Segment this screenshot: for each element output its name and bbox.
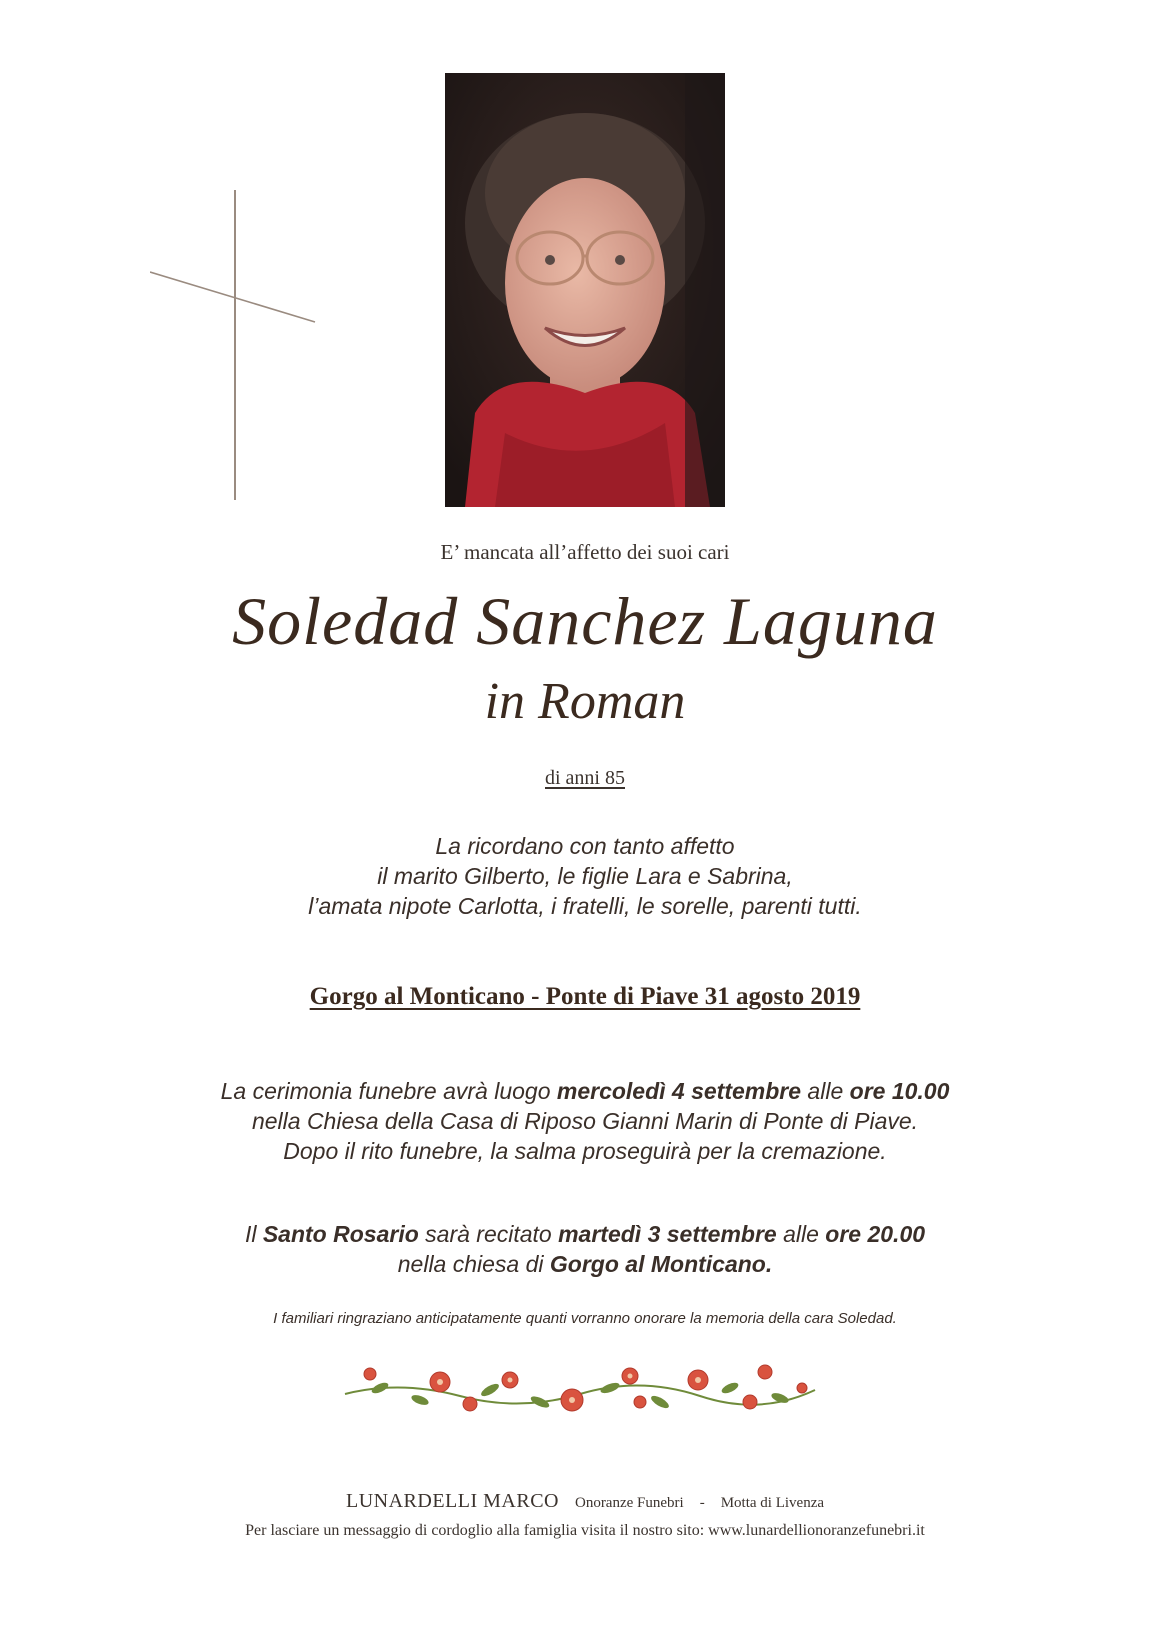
portrait-image: [445, 73, 725, 507]
funeral-home-service: Onoranze Funebri: [574, 1495, 684, 1511]
thanks-text: I familiari ringraziano anticipatamente quanti vorranno onorare la memoria della cara Soledad.: [273, 1310, 897, 1327]
rosary-title: Santo Rosario: [262, 1221, 419, 1247]
floral-garland-icon: [340, 1362, 820, 1422]
condolence-message: Per lasciare un messaggio di cordoglio alla famiglia visita il nostro sito: www.lunardellionoranzefunebri.it: [245, 1522, 925, 1539]
intro-text: E’ mancata all’affetto dei suoi cari: [440, 540, 730, 564]
ceremony-date: mercoledì 4 settembre: [556, 1078, 802, 1104]
remember-line: La ricordano con tanto affetto: [435, 833, 735, 859]
rosary-date: martedì 3 settembre: [558, 1221, 777, 1247]
ceremony-line-2: nella Chiesa della Casa di Riposo Gianni Marin di Ponte di Piave.: [251, 1108, 919, 1134]
age-label: di anni 85: [545, 767, 625, 789]
ceremony-time: ore 10.00: [849, 1078, 950, 1104]
ceremony-line-1: [0, 1076, 1170, 1106]
rosary-info: [0, 1219, 1170, 1279]
rosary-text: alle: [776, 1221, 826, 1247]
deceased-name: Soledad Sanchez Laguna: [232, 583, 938, 659]
married-name: in Roman: [484, 673, 686, 730]
ceremony-text: La cerimonia funebre avrà luogo: [220, 1078, 557, 1104]
remember-line: il marito Gilberto, le figlie Lara e Sabrina,: [377, 863, 793, 889]
ceremony-line-3: Dopo il rito funebre, la salma proseguirà per la cremazione.: [283, 1138, 887, 1164]
funeral-home-town: Motta di Livenza: [720, 1495, 825, 1511]
rosary-line-1: [0, 1219, 1170, 1249]
rosary-time: ore 20.00: [825, 1221, 926, 1247]
rosary-place: Gorgo al Monticano.: [549, 1251, 773, 1277]
funeral-home-name: LUNARDELLI MARCO: [345, 1490, 559, 1512]
rosary-text: Il: [244, 1221, 263, 1247]
place-date-label: Gorgo al Monticano - Ponte di Piave 31 agosto 2019: [309, 983, 861, 1010]
footer-separator: -: [699, 1495, 705, 1511]
funeral-home-line: [0, 1490, 1170, 1513]
portrait-photo: [445, 73, 725, 507]
family-remembrance: [0, 831, 1170, 921]
place-date: [0, 983, 1170, 1011]
cross-icon: [150, 190, 320, 510]
rosary-line-2: [0, 1249, 1170, 1279]
ceremony-text: alle: [801, 1078, 850, 1104]
rosary-text: sarà recitato: [418, 1221, 559, 1247]
rosary-text: nella chiesa di: [397, 1251, 550, 1277]
age-text: [0, 767, 1170, 790]
remember-line: l’amata nipote Carlotta, i fratelli, le sorelle, parenti tutti.: [308, 893, 862, 919]
ceremony-info: [0, 1076, 1170, 1166]
